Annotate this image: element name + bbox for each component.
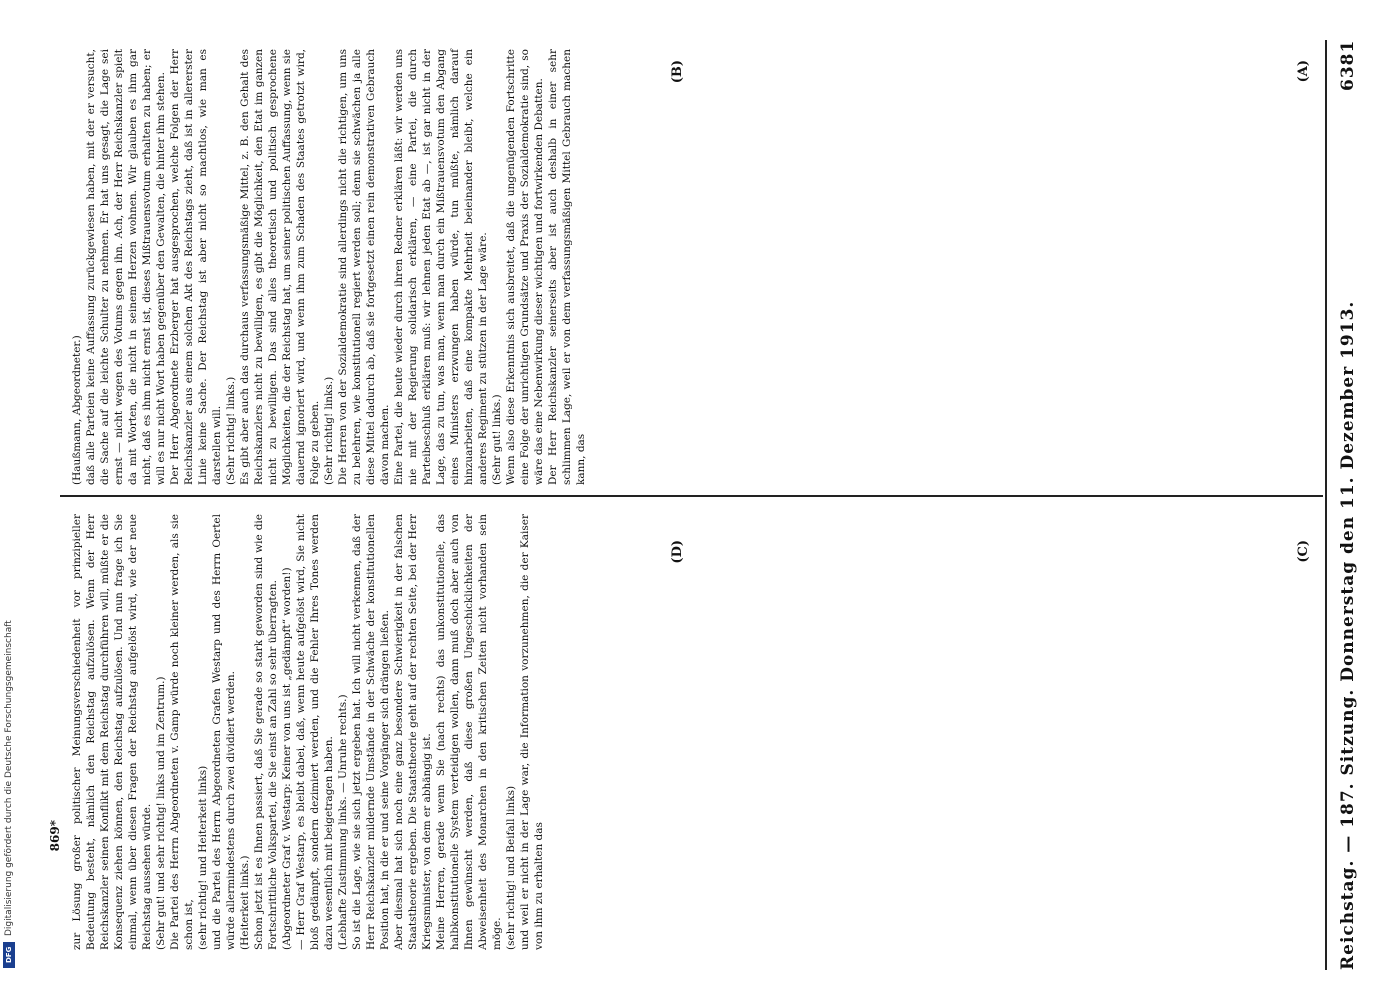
column-divider (60, 495, 1323, 497)
paragraph: Eine Partei, die heute wieder durch ihren Redner erklären läßt: wir werden uns nie mit der Regierung solidarisch erklären, — eine Partei, die durch Parteibeschluß erklären muß: wir lehnen jeden Etat ab —, ist gar nicht in der Lage, das zu tun, was man, wenn man durch ein Mißtrauensvotum den Abgang eines Ministers erzwungen haben würde, tun müßte, nämlich darauf hinzuarbeiten, daß eine kompakte Mehrheit beieinander bleibt, welche ein anderes Regiment zu stützen in der Lage wäre. (393, 49, 489, 485)
page-number: 6381 (1338, 40, 1358, 92)
paragraph: — Herr Graf Westarp, es bleibt dabei, daß, wenn heute aufgelöst wird, Sie nicht bloß gedämpft, sondern dezimiert werden, und die Fehler Ihres Tones werden dazu wesentlich mit beigetragen haben. (295, 514, 335, 950)
paragraph: (Sehr gut! links.) (491, 394, 503, 485)
dfg-logo: DFG (3, 942, 15, 968)
paragraph: (Haußmann, Abgeordneter.) (71, 335, 83, 485)
running-head: Reichstag. — 187. Sitzung. Donnerstag den 11. Dezember 1913. (1338, 300, 1358, 970)
paragraph: (Sehr richtig! links.) (225, 376, 237, 485)
margin-mark-a: (A) (1296, 60, 1311, 83)
paragraph: zur Lösung großer politischer Meinungsverschiedenheit vor prinzipieller Bedeutung besteht, nämlich den Reichstag aufzulösen. Wenn der Herr Reichskanzler seinen Konflikt mit dem Reichstag durchführen will, müßte er die Konsequenz ziehen können, den Reichstag aufzulösen. Und nun frage ich Sie einmal, wenn über diesen Fragen der Reichstag aufgelöst wird, wie der neue Reichstag aussehen würde. (71, 514, 153, 950)
signature-mark: 869* (48, 820, 62, 852)
paragraph: Meine Herren, gerade wenn Sie (nach rechts) das unkonstitutionelle, das halbkonstitutionelle System verteidigen wollen, dann muß doch aber auch von Ihnen gewünscht werden, daß diese großen Ungeschicklichkeiten der Abweisenheit des Monarchen in den kritischen Zeiten nicht vorhanden sein möge. (435, 514, 503, 950)
paragraph: Schon jetzt ist es Ihnen passiert, daß Sie gerade so stark geworden sind wie die Fortschrittliche Volkspartei, die Sie einst an Zahl so sehr überragten. (253, 514, 279, 950)
paragraph: (sehr richtig! und Heiterkeit links) (197, 765, 209, 950)
margin-mark-d: (D) (670, 540, 685, 564)
paragraph: (Sehr gut! und sehr richtig! links und im Zentrum.) (155, 676, 167, 950)
paragraph: (Heiterkeit links.) (239, 855, 251, 950)
paragraph: (Lebhafte Zustimmung links. — Unruhe rechts.) (337, 694, 349, 950)
credit-text: Digitalisierung gefördert durch die Deutsche Forschungsgemeinschaft (4, 620, 14, 936)
paragraph: So ist die Lage, wie sie sich jetzt ergeben hat. Ich will nicht verkennen, daß der Herr Reichskanzler mildernde Umstände in der Schwäche der konstitutionellen Position hat, in die er und seine Vorgänger sich drängen ließen. (351, 514, 391, 950)
paragraph: Die Herren von der Sozialdemokratie sind allerdings nicht die richtigen, um uns zu belehren, wie konstitutionell regiert werden soll; denn sie schwächen ja alle diese Mittel dadurch ab, daß sie fortgesetzt einen rein demonstrativen Gebrauch davon machen. (337, 49, 391, 485)
paragraph: (Sehr richtig! links.) (323, 376, 335, 485)
column-right-text (70, 510, 1310, 950)
paragraph: Wenn also diese Erkenntnis sich ausbreitet, daß die ungenügenden Fortschritte eine Folge der unrichtigen Grundsätze und Praxis der Sozialdemokratie sind, so wäre das eine Nebenwirkung dieser wichtigen und fortwirkenden Debatten. (505, 49, 545, 485)
paragraph: daß alle Parteien keine Auffassung zurückgewiesen haben, mit der er versucht, die Sache auf die leichte Schulter zu nehmen. Er hat uns gesagt, die Lage sei ernst — nicht wegen des Votums gegen ihn. Ach, der Herr Reichskanzler spielt da mit Worten, die nicht in seinem Herzen wohnen. Wir glauben es ihm gar nicht, daß es ihm nicht ernst ist, dieses Mißtrauensvotum erhalten zu haben; er will es nur nicht Wort haben gegenüber den Gewalten, die hinter ihm stehen. (85, 49, 167, 485)
paragraph: (sehr richtig! und Beifall links) (505, 785, 517, 950)
paragraph: Der Herr Reichskanzler seinerseits aber ist auch deshalb in einer sehr schlimmen Lage, weil er von dem verfassungsmäßigen Mittel Gebrauch machen kann, das (547, 49, 587, 485)
column-left-text (70, 45, 1310, 485)
paragraph: und die Partei des Herrn Abgeordneten Grafen Westarp und des Herrn Oertel würde allermindestens durch zwei dividiert werden. (211, 514, 237, 950)
paragraph: Die Partei des Herrn Abgeordneten v. Gamp würde noch kleiner werden, als sie schon ist, (169, 514, 195, 950)
digitization-credit (2, 620, 16, 990)
paragraph: Der Herr Abgeordnete Erzberger hat ausgesprochen, welche Folgen der Herr Reichskanzler aus einem solchen Akt des Reichstags zieht, daß ist in allererster Linie keine Sache. Der Reichstag ist aber nicht so machtlos, wie man es darstellen will. (169, 49, 223, 485)
paragraph: (Abgeordneter Graf v. Westarp: Keiner von uns ist „gedämpft“ worden!) (281, 567, 293, 950)
paragraph: Es gibt aber auch das durchaus verfassungsmäßige Mittel, z. B. den Gehalt des Reichskanzlers nicht zu bewilligen, es gibt die Möglichkeit, den Etat im ganzen nicht zu bewilligen. Das sind alles theoretisch und politisch gesprochene Möglichkeiten, die der Reichstag hat, um seiner politischen Auffassung, wenn sie dauernd ignoriert wird, und wenn ihm zum Schaden des Staates getrotzt wird, Folge zu geben. (239, 49, 321, 485)
paragraph: und weil er nicht in der Lage war, die Information vorzunehmen, die der Kaiser von ihm zu erhalten das (519, 514, 545, 950)
paragraph: Aber diesmal hat sich noch eine ganz besondere Schwierigkeit in der falschen Staatstheorie ergeben. Die Staatstheorie geht auf der rechten Seite, bei der Herr Kriegsminister, von dem er abhängig ist. (393, 514, 433, 950)
header-rule (1325, 40, 1327, 970)
margin-mark-c: (C) (1296, 540, 1311, 563)
margin-mark-b: (B) (670, 60, 685, 84)
page-header (1331, 40, 1365, 970)
